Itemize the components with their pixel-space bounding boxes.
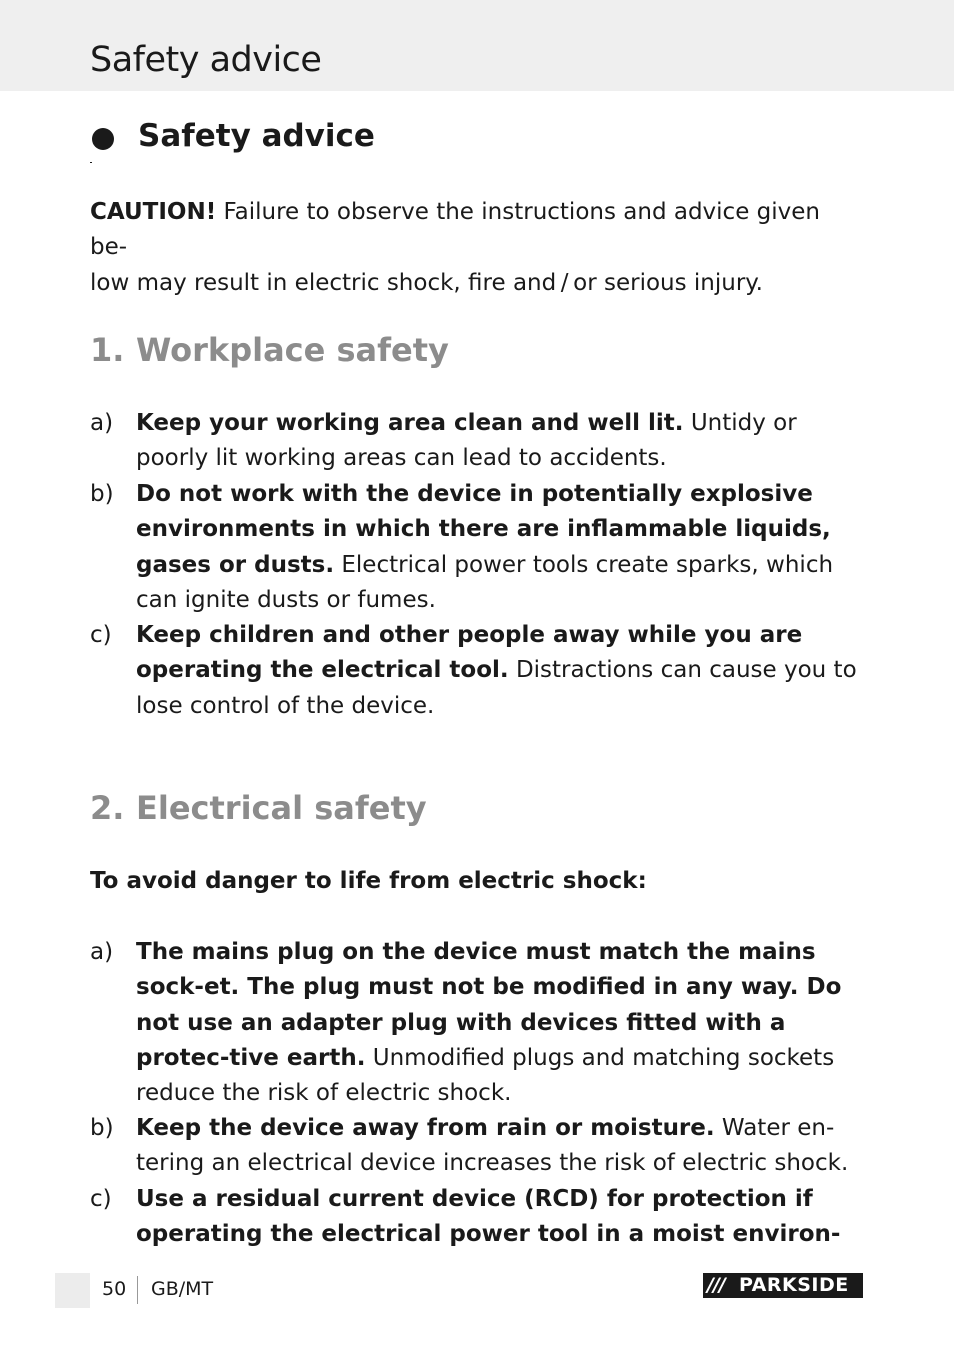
page-header-title: Safety advice <box>90 40 322 80</box>
logo-slashes-icon: /// <box>707 1274 725 1296</box>
parkside-logo <box>703 1273 863 1298</box>
caution-text-line2: low may result in electric shock, fire and / or serious injury. <box>90 269 763 296</box>
electrical-safety-title: Electrical safety <box>136 789 427 827</box>
item-content <box>136 618 866 724</box>
bullet-dot-icon <box>92 128 114 150</box>
item-marker: b) <box>90 481 114 507</box>
page-number: 50 <box>102 1278 127 1300</box>
electrical-safety-number: 2. <box>90 789 125 827</box>
item-marker: a) <box>90 410 114 436</box>
item-bold-text: Keep the device away from rain or moisture. <box>136 1115 715 1141</box>
item-text: Water en-tering an electrical device increases the risk of electric shock. <box>136 1115 849 1177</box>
item-text: Untidy or poorly lit working areas can lead to accidents. <box>136 410 797 472</box>
item-content <box>136 406 866 477</box>
item-bold-text: Keep your working area clean and well lit. <box>136 410 684 436</box>
item-content <box>136 1182 866 1253</box>
caution-text-line1: Failure to observe the instructions and advice given be- <box>90 199 820 261</box>
item-content <box>136 935 866 1111</box>
item-marker: a) <box>90 939 114 965</box>
item-text: Unmodified plugs and matching sockets reduce the risk of electric shock. <box>136 1044 835 1107</box>
item-bold-text: Do not work with the device in potentially explosive environments in which there are inflammable liquids, gases or dusts. <box>136 481 831 578</box>
item-bold-text: The mains plug on the device must match the mains sock-et. The plug must not be modified in any way. Do not use an adapter plug with devices fitted with a protec-tive earth. <box>136 939 842 1071</box>
electrical-intro: To avoid danger to life from electric shock: <box>90 868 647 894</box>
item-bold-text: Keep children and other people away while you are operating the electrical tool. <box>136 622 803 684</box>
item-content <box>136 1111 866 1182</box>
item-marker: c) <box>90 622 112 648</box>
item-marker: b) <box>90 1115 114 1141</box>
footer-tab-box <box>55 1273 90 1308</box>
workplace-safety-heading <box>90 331 449 369</box>
caution-label: CAUTION! <box>90 199 217 225</box>
item-marker: c) <box>90 1186 112 1212</box>
workplace-safety-number: 1. <box>90 331 125 369</box>
caution-paragraph <box>90 195 850 301</box>
electrical-safety-heading <box>90 789 427 827</box>
item-text: Electrical power tools create sparks, which can ignite dusts or fumes. <box>136 551 834 613</box>
footer-region: GB/MT <box>151 1278 214 1300</box>
item-text: Distractions can cause you to lose control of the device. <box>136 657 857 719</box>
item-bold-text: Use a residual current device (RCD) for protection if operating the electrical power tool in a moist environ- <box>136 1186 841 1248</box>
logo-text: PARKSIDE <box>739 1274 849 1296</box>
workplace-safety-title: Workplace safety <box>136 331 449 369</box>
item-content <box>136 477 866 618</box>
footer-divider <box>137 1276 138 1304</box>
header-band <box>0 0 954 91</box>
section-heading-title: Safety advice <box>138 118 375 154</box>
section-heading <box>90 118 375 163</box>
